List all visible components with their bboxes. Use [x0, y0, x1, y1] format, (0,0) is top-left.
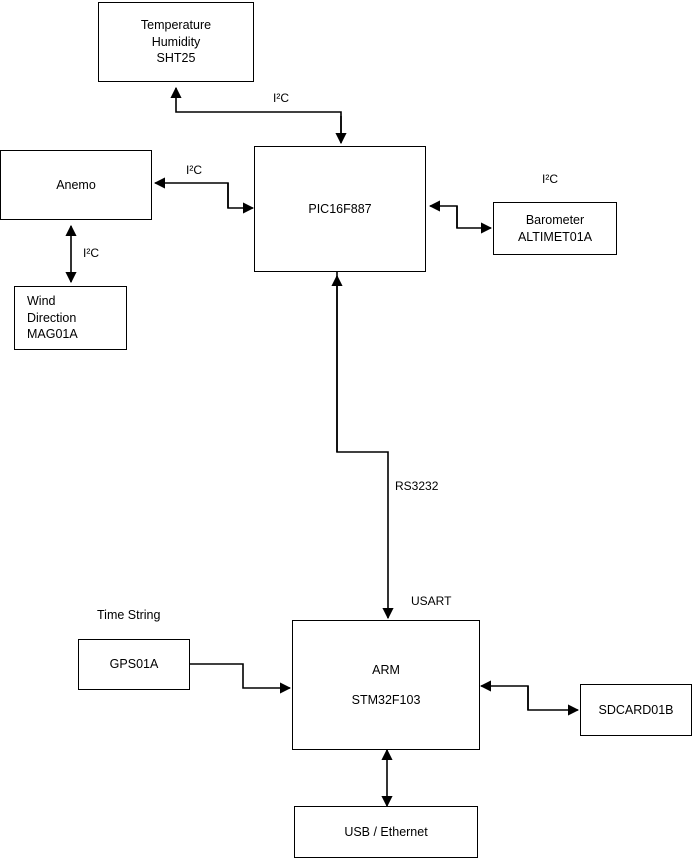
- node-arm-stm32f103: [292, 620, 480, 750]
- node-barometer-line-2: ALTIMET01A: [517, 229, 593, 244]
- node-sdcard01b-label: SDCARD01B: [598, 702, 674, 717]
- node-sht25-line-2: Humidity: [151, 34, 201, 49]
- node-mag01a-line-1: Wind: [27, 294, 56, 309]
- edge-label-i2c-sht25: I²C: [273, 91, 289, 105]
- node-barometer: [493, 202, 617, 255]
- node-sht25: [98, 2, 254, 82]
- node-arm-line-1: ARM: [372, 662, 400, 677]
- node-pic16f887-label: PIC16F887: [308, 201, 372, 216]
- node-usb-ethernet-label: USB / Ethernet: [344, 824, 428, 839]
- node-arm-line-2: STM32F103: [351, 693, 421, 707]
- node-mag01a-line-3: MAG01A: [27, 327, 78, 342]
- edge-label-rs3232: RS3232: [395, 479, 439, 493]
- node-sdcard01b: [580, 684, 692, 736]
- edge-label-i2c-mag01a: I²C: [83, 246, 99, 260]
- node-mag01a: [14, 286, 127, 350]
- node-mag01a-line-2: Direction: [27, 310, 77, 325]
- edge-label-usart: USART: [411, 594, 452, 608]
- node-usb-ethernet: [294, 806, 478, 858]
- node-sht25-line-1: Temperature: [140, 18, 212, 33]
- node-gps01a: [78, 639, 190, 690]
- node-anemo-label: Anemo: [56, 177, 96, 192]
- node-sht25-line-3: SHT25: [156, 51, 196, 66]
- edge-label-time-string: Time String: [97, 608, 161, 622]
- node-barometer-line-1: Barometer: [525, 213, 585, 227]
- node-gps01a-label: GPS01A: [109, 657, 159, 672]
- edge-label-i2c-anemo: I²C: [186, 163, 202, 177]
- edge-label-i2c-barometer: I²C: [542, 172, 558, 186]
- node-pic16f887: [254, 146, 426, 272]
- node-anemo: [0, 150, 152, 220]
